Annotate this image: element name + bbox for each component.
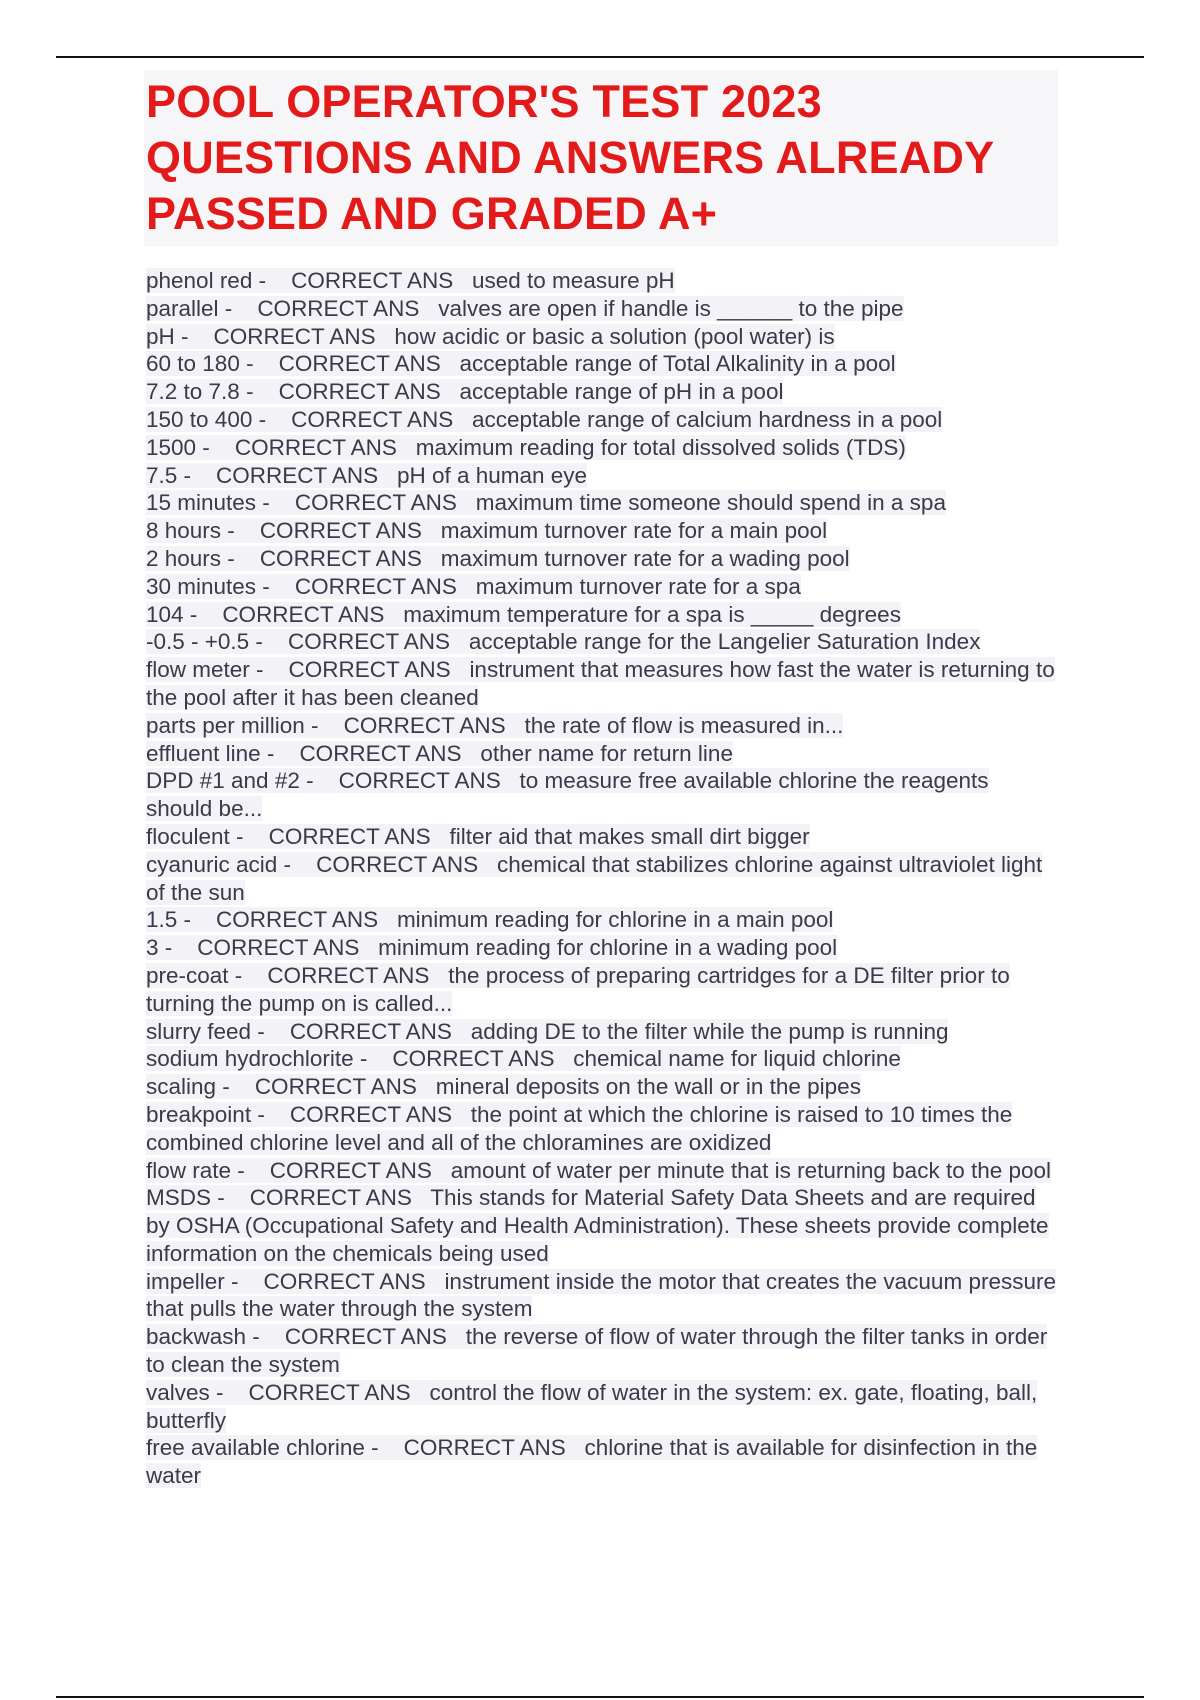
qa-term: 2 hours - xyxy=(146,545,235,571)
qa-term: parts per million - xyxy=(146,712,319,738)
qa-answer: minimum reading for chlorine in a main pool xyxy=(396,907,834,933)
qa-answer: maximum time someone should spend in a spa xyxy=(475,490,946,516)
correct-ans-marker: CORRECT ANS xyxy=(213,323,376,349)
qa-term: floculent - xyxy=(146,823,244,849)
qa-term: valves - xyxy=(146,1379,224,1405)
correct-ans-marker: CORRECT ANS xyxy=(248,1379,411,1405)
correct-ans-marker: CORRECT ANS xyxy=(287,629,451,655)
correct-ans-marker: CORRECT ANS xyxy=(288,657,451,683)
qa-item-text xyxy=(146,1324,1047,1377)
qa-item-text xyxy=(146,1185,1049,1266)
title-line-2: QUESTIONS AND ANSWERS ALREADY xyxy=(146,132,995,183)
correct-ans-marker: CORRECT ANS xyxy=(268,823,431,849)
qa-item-text xyxy=(146,602,901,627)
qa-item-text xyxy=(146,824,810,849)
qa-item-text xyxy=(146,1102,1012,1155)
qa-item xyxy=(146,545,1058,573)
qa-answer: maximum turnover rate for a wading pool xyxy=(440,545,850,571)
qa-item-text xyxy=(146,379,783,404)
qa-item-text xyxy=(146,518,827,543)
qa-answer: This stands for Material Safety Data Sheets and are required by OSHA (Occupational Safety and Health Administration). These sheets provide complete information on the chemicals being used xyxy=(146,1185,1049,1266)
correct-ans-marker: CORRECT ANS xyxy=(299,740,462,766)
qa-item-text xyxy=(146,907,833,932)
qa-item xyxy=(146,406,1058,434)
qa-answer: pH of a human eye xyxy=(396,462,588,488)
qa-item xyxy=(146,295,1058,323)
correct-ans-marker: CORRECT ANS xyxy=(291,268,454,293)
qa-answer: the rate of flow is measured in... xyxy=(524,712,844,738)
qa-item xyxy=(146,934,1058,962)
correct-ans-marker: CORRECT ANS xyxy=(259,518,422,544)
title-line-1: POOL OPERATOR'S TEST 2023 xyxy=(146,76,822,127)
qa-item-text xyxy=(146,852,1042,905)
qa-term: DPD #1 and #2 - xyxy=(146,768,314,794)
qa-item xyxy=(146,1157,1058,1185)
qa-item-text xyxy=(146,713,843,738)
qa-answer: used to measure pH xyxy=(472,268,675,293)
qa-term: impeller - xyxy=(146,1268,239,1294)
qa-item xyxy=(146,656,1058,712)
qa-item-text xyxy=(146,546,850,571)
qa-term: 7.5 - xyxy=(146,462,192,488)
qa-answer: how acidic or basic a solution (pool water) is xyxy=(394,323,835,349)
qa-term: phenol red - xyxy=(146,268,267,293)
qa-term: 150 to 400 - xyxy=(146,406,267,432)
correct-ans-marker: CORRECT ANS xyxy=(294,573,457,599)
qa-answer: amount of water per minute that is returning back to the pool xyxy=(450,1157,1052,1183)
qa-item xyxy=(146,350,1058,378)
correct-ans-marker: CORRECT ANS xyxy=(289,1101,452,1127)
qa-item-text xyxy=(146,268,675,293)
qa-item-text xyxy=(146,574,801,599)
top-rule xyxy=(56,56,1144,58)
qa-item-text xyxy=(146,490,946,515)
correct-ans-marker: CORRECT ANS xyxy=(249,1185,412,1211)
qa-answer: maximum temperature for a spa is _____ degrees xyxy=(403,601,901,627)
qa-item-text xyxy=(146,741,733,766)
qa-item-text xyxy=(146,435,906,460)
correct-ans-marker: CORRECT ANS xyxy=(291,406,454,432)
qa-item xyxy=(146,489,1058,517)
qa-item xyxy=(146,1184,1058,1267)
correct-ans-marker: CORRECT ANS xyxy=(284,1324,447,1350)
qa-term: effluent line - xyxy=(146,740,275,766)
qa-answer: minimum reading for chlorine in a wading pool xyxy=(378,935,838,961)
qa-item-text xyxy=(146,1158,1051,1183)
qa-term: cyanuric acid - xyxy=(146,851,292,877)
correct-ans-marker: CORRECT ANS xyxy=(343,712,506,738)
qa-term: flow rate - xyxy=(146,1157,245,1183)
correct-ans-marker: CORRECT ANS xyxy=(294,490,457,516)
qa-term: pre-coat - xyxy=(146,962,243,988)
correct-ans-marker: CORRECT ANS xyxy=(257,295,420,321)
qa-item xyxy=(146,378,1058,406)
correct-ans-marker: CORRECT ANS xyxy=(197,935,360,961)
qa-item-text xyxy=(146,407,942,432)
correct-ans-marker: CORRECT ANS xyxy=(269,1157,432,1183)
qa-item-text xyxy=(146,629,980,654)
qa-item-text xyxy=(146,1435,1037,1488)
qa-item-text xyxy=(146,296,904,321)
correct-ans-marker: CORRECT ANS xyxy=(278,351,441,377)
qa-term: 15 minutes - xyxy=(146,490,270,516)
qa-answer: filter aid that makes small dirt bigger xyxy=(449,823,810,849)
correct-ans-marker: CORRECT ANS xyxy=(403,1435,566,1461)
qa-item xyxy=(146,323,1058,351)
qa-item xyxy=(146,462,1058,490)
correct-ans-marker: CORRECT ANS xyxy=(254,1074,417,1100)
qa-item xyxy=(146,1101,1058,1157)
qa-answer: the reverse of flow of water through the filter tanks in order to clean the system xyxy=(146,1324,1048,1378)
qa-answer: the process of preparing cartridges for a DE filter prior to turning the pump on is called... xyxy=(146,962,1010,1016)
qa-item-text xyxy=(146,1046,901,1071)
qa-answer: maximum reading for total dissolved solids (TDS) xyxy=(415,434,906,460)
qa-item-text xyxy=(146,1269,1056,1322)
qa-item xyxy=(146,740,1058,768)
title-line-3: PASSED AND GRADED A+ xyxy=(146,188,718,239)
correct-ans-marker: CORRECT ANS xyxy=(259,545,422,571)
document-title xyxy=(144,70,1058,246)
qa-term: parallel - xyxy=(146,295,233,321)
correct-ans-marker: CORRECT ANS xyxy=(278,379,441,405)
qa-answer: adding DE to the filter while the pump is running xyxy=(470,1018,949,1044)
qa-term: slurry feed - xyxy=(146,1018,265,1044)
qa-answer: acceptable range of calcium hardness in a pool xyxy=(472,406,943,432)
qa-item xyxy=(146,712,1058,740)
qa-item-text xyxy=(146,1380,1037,1433)
qa-item xyxy=(146,1268,1058,1324)
qa-term: 104 - xyxy=(146,601,198,627)
qa-term: 3 - xyxy=(146,935,173,961)
qa-item xyxy=(146,1323,1058,1379)
qa-answer: mineral deposits on the wall or in the pipes xyxy=(435,1074,861,1100)
qa-item-text xyxy=(146,1019,948,1044)
qa-answer: valves are open if handle is ______ to the pipe xyxy=(438,295,904,321)
qa-item xyxy=(146,906,1058,934)
qa-answer: acceptable range of pH in a pool xyxy=(459,379,784,405)
qa-item-text xyxy=(146,935,837,960)
qa-item xyxy=(146,1379,1058,1435)
qa-item-text xyxy=(146,1074,861,1099)
qa-item xyxy=(146,628,1058,656)
qa-answer: control the flow of water in the system: ex. gate, floating, ball, butterfly xyxy=(146,1379,1038,1433)
qa-answer: maximum turnover rate for a spa xyxy=(475,573,801,599)
qa-term: 7.2 to 7.8 - xyxy=(146,379,254,405)
qa-answer: acceptable range of Total Alkalinity in a pool xyxy=(459,351,896,377)
correct-ans-marker: CORRECT ANS xyxy=(338,768,501,794)
question-answer-list xyxy=(146,267,1058,1490)
qa-term: sodium hydrochlorite - xyxy=(146,1046,368,1072)
qa-term: flow meter - xyxy=(146,657,264,683)
qa-item-text xyxy=(146,657,1055,710)
qa-answer: instrument that measures how fast the water is returning to the pool after it has been cleaned xyxy=(146,657,1055,710)
correct-ans-marker: CORRECT ANS xyxy=(216,462,379,488)
qa-term: MSDS - xyxy=(146,1185,225,1211)
qa-item xyxy=(146,267,1058,295)
qa-answer: instrument inside the motor that creates the vacuum pressure that pulls the water through the system xyxy=(146,1268,1056,1322)
qa-term: pH - xyxy=(146,323,189,349)
qa-term: 1.5 - xyxy=(146,907,192,933)
qa-item xyxy=(146,601,1058,629)
qa-item-text xyxy=(146,463,587,488)
correct-ans-marker: CORRECT ANS xyxy=(216,907,379,933)
qa-item xyxy=(146,1434,1058,1490)
bottom-rule xyxy=(56,1696,1144,1698)
correct-ans-marker: CORRECT ANS xyxy=(316,851,479,877)
correct-ans-marker: CORRECT ANS xyxy=(222,601,385,627)
correct-ans-marker: CORRECT ANS xyxy=(234,434,397,460)
qa-term: 60 to 180 - xyxy=(146,351,254,377)
qa-item xyxy=(146,767,1058,823)
qa-item-text xyxy=(146,324,835,349)
qa-answer: chlorine that is available for disinfection in the water xyxy=(146,1435,1038,1489)
qa-item xyxy=(146,962,1058,1018)
qa-item xyxy=(146,434,1058,462)
qa-item xyxy=(146,1073,1058,1101)
qa-item xyxy=(146,1045,1058,1073)
qa-term: backwash - xyxy=(146,1324,260,1350)
qa-item xyxy=(146,1018,1058,1046)
qa-item xyxy=(146,517,1058,545)
qa-answer: acceptable range for the Langelier Saturation Index xyxy=(468,629,981,655)
qa-term: 8 hours - xyxy=(146,518,235,544)
qa-term: breakpoint - xyxy=(146,1101,265,1127)
correct-ans-marker: CORRECT ANS xyxy=(267,962,430,988)
qa-term: 1500 - xyxy=(146,434,210,460)
qa-answer: chemical name for liquid chlorine xyxy=(573,1046,901,1072)
qa-item-text xyxy=(146,963,1010,1016)
qa-answer: to measure free available chlorine the reagents should be... xyxy=(146,768,989,822)
correct-ans-marker: CORRECT ANS xyxy=(392,1046,555,1072)
qa-term: -0.5 - +0.5 - xyxy=(146,629,263,655)
qa-item-text xyxy=(146,768,989,821)
qa-term: 30 minutes - xyxy=(146,573,270,599)
qa-item xyxy=(146,823,1058,851)
qa-answer: maximum turnover rate for a main pool xyxy=(440,518,828,544)
qa-item-text xyxy=(146,351,896,376)
qa-answer: the point at which the chlorine is raised to 10 times the combined chlorine level and all of the chloramines are oxidized xyxy=(146,1101,1013,1155)
qa-term: free available chlorine - xyxy=(146,1435,379,1461)
correct-ans-marker: CORRECT ANS xyxy=(289,1018,452,1044)
qa-term: scaling - xyxy=(146,1074,230,1100)
qa-item xyxy=(146,573,1058,601)
qa-answer: other name for return line xyxy=(480,740,733,766)
correct-ans-marker: CORRECT ANS xyxy=(263,1268,426,1294)
qa-item xyxy=(146,851,1058,907)
qa-answer: chemical that stabilizes chlorine against ultraviolet light of the sun xyxy=(146,851,1043,905)
